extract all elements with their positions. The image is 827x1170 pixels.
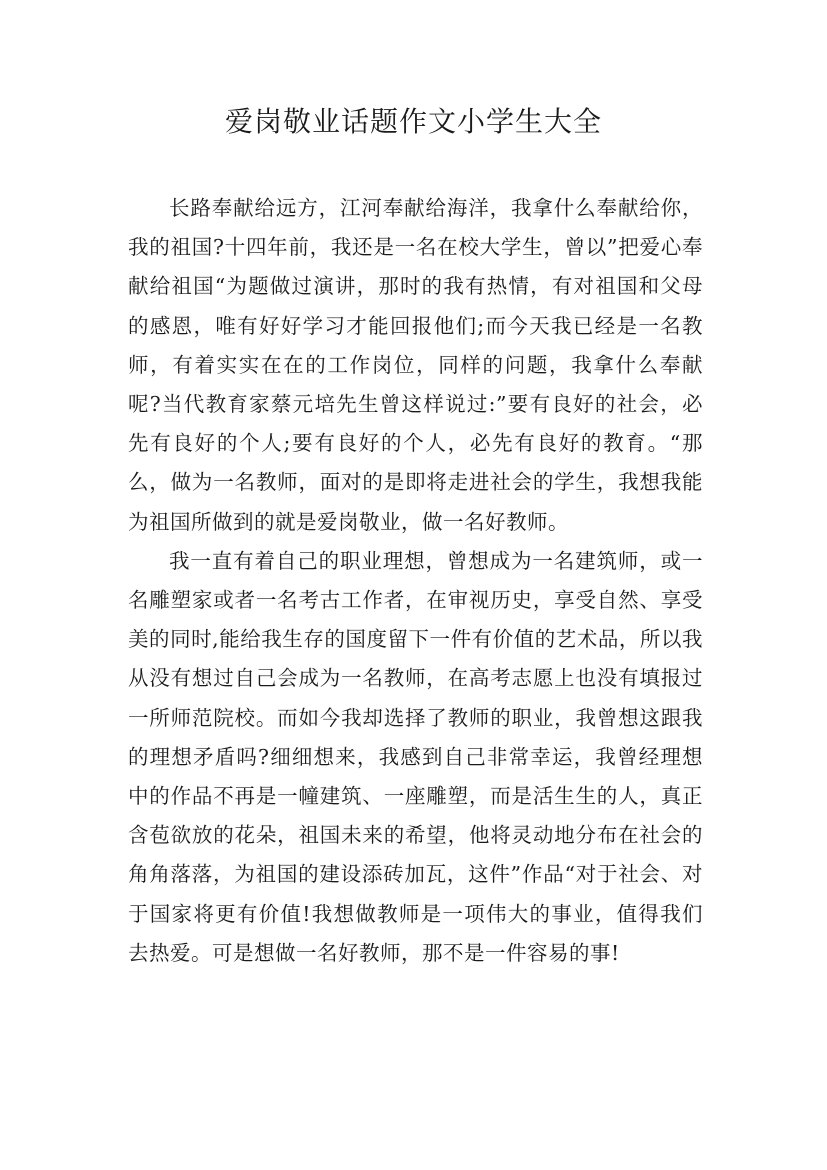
- paragraph-1: 长路奉献给远方，江河奉献给海洋，我拿什么奉献给你，我的祖国?十四年前，我还是一名在校大学生，曾以”把爱心奉献给祖国“为题做过演讲，那时的我有热情，有对祖国和父母的感恩，唯有好好学习才能回报他们;而今天我已经是一名教师，有着实实在在的工作岗位，同样的问题，我拿什么奉献呢?当代教育家蔡元培先生曾这样说过:”要有良好的社会，必先有良好的个人;要有良好的个人，必先有良好的教育。“那么，做为一名教师，面对的是即将走进社会的学生，我想我能为祖国所做到的就是爱岗敬业，做一名好教师。: [128, 196, 703, 534]
- paragraph-2: 我一直有着自己的职业理想，曾想成为一名建筑师，或一名雕塑家或者一名考古工作者，在审视历史，享受自然、享受美的同时,能给我生存的国度留下一件有价值的艺术品，所以我从没有想过自己会成为一名教师，在高考志愿上也没有填报过一所师范院校。而如今我却选择了教师的职业，我曾想这跟我的理想矛盾吗?细细想来，我感到自己非常幸运，我曾经理想中的作品不再是一幢建筑、一座雕塑，而是活生生的人，真正含苞欲放的花朵，祖国未来的希望，他将灵动地分布在社会的角角落落，为祖国的建设添砖加瓦，这件”作品“对于社会、对于国家将更有价值!我想做教师是一项伟大的事业，值得我们去热爱。可是想做一名好教师，那不是一件容易的事!: [128, 548, 703, 965]
- document-body: [128, 189, 703, 973]
- document-title: 爱岗敬业话题作文小学生大全: [224, 105, 602, 138]
